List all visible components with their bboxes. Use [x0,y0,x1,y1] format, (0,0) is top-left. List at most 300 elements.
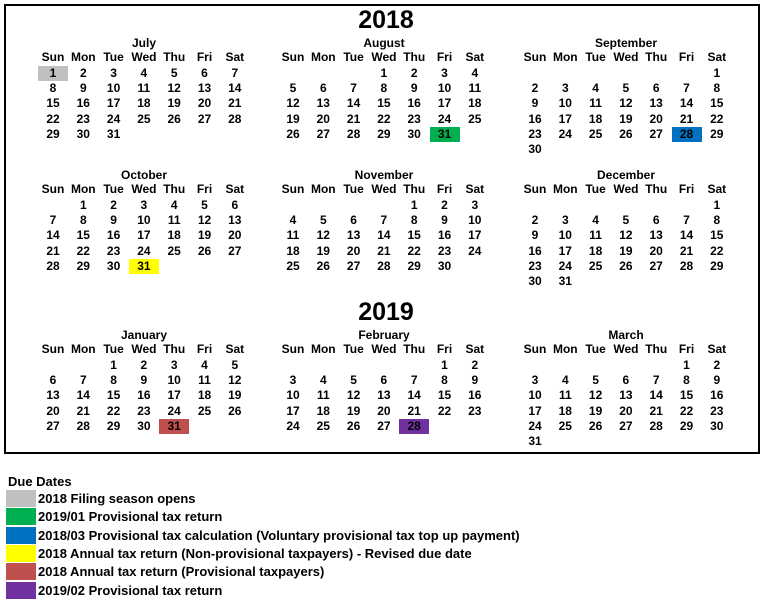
day-cell: 12 [619,228,633,243]
weekday-header: Thu [645,182,668,196]
legend-swatch [6,508,36,525]
day-cell: 20 [377,403,391,418]
day-cell: 5 [622,213,630,228]
weekday-header: Tue [585,182,606,196]
day-cell: 26 [286,126,300,141]
day-cell: 29 [710,126,724,141]
weekday-header: Wed [613,182,639,196]
day-cell: 13 [377,388,391,403]
day-cell: 24 [558,126,572,141]
month-name: December [596,168,656,182]
day-cell: 23 [468,403,482,418]
day-cell: 3 [471,198,479,212]
legend-item [6,582,606,599]
day-cell: 7 [350,81,357,96]
day-cell: 15 [437,388,452,403]
day-cell: 12 [316,228,330,243]
weekday-header: Sat [465,342,485,356]
day-cell: 7 [652,373,660,388]
day-cell: 26 [619,258,633,273]
month-name: February [358,328,410,342]
weekday-header: Wed [371,182,397,196]
day-cell: 17 [286,403,300,418]
day-cell: 20 [228,228,242,243]
day-cell: 17 [106,96,121,111]
day-cell: 10 [137,213,151,228]
day-cell: 3 [140,198,148,212]
day-cell: 11 [137,81,151,96]
day-cell: 8 [713,213,721,228]
weekday-header: Wed [131,182,157,196]
day-cell: 2 [531,81,539,96]
day-cell: 21 [76,403,90,418]
legend-item [6,563,606,580]
day-cell: 1 [110,358,117,372]
day-cell: 22 [76,243,90,258]
weekday-header: Sat [225,342,245,356]
day-cell: 26 [346,418,361,433]
weekday-header: Sat [707,50,727,64]
weekday-header: Thu [645,342,668,356]
day-cell: 30 [437,258,452,273]
day-cell: 7 [380,213,388,228]
weekday-header: Mon [70,50,96,64]
day-cell: 19 [286,111,300,126]
day-cell: 19 [228,388,242,403]
day-cell: 29 [46,126,60,141]
day-cell: 17 [558,111,572,126]
day-cell: 15 [710,96,724,111]
day-cell: 1 [410,198,418,212]
day-cell: 7 [79,373,87,388]
day-cell: 3 [110,66,117,80]
weekday-header: Tue [343,342,364,356]
day-cell: 23 [528,126,542,141]
day-cell: 12 [228,373,242,388]
day-cell: 31 [106,126,121,141]
day-cell: 13 [228,213,242,228]
weekday-header: Fri [436,50,453,64]
weekday-header: Wed [371,342,397,356]
day-cell: 17 [558,243,572,258]
day-cell: 31 [558,274,572,288]
day-cell: 24 [137,243,151,258]
day-cell: 1 [441,358,448,372]
day-cell: 6 [380,373,388,388]
weekday-header: Tue [343,50,364,64]
month-name: March [608,328,644,342]
day-cell: 27 [228,243,242,258]
weekday-header: Mon [70,342,96,356]
day-cell: 2 [140,358,148,372]
day-cell: 21 [407,403,421,418]
legend-swatch [6,527,36,544]
day-cell: 20 [197,96,212,111]
weekday-header: Mon [310,182,336,196]
day-cell: 24 [167,403,181,418]
legend-item [6,490,606,507]
day-cell: 29 [407,258,421,273]
legend-item [6,527,606,544]
day-cell: 22 [710,243,724,258]
day-cell: 14 [649,388,663,403]
day-cell: 25 [588,126,603,141]
day-cell: 19 [619,111,633,126]
weekday-header: Sun [41,342,65,356]
day-cell: 10 [437,81,452,96]
due-date-cell: 31 [129,259,159,274]
day-cell: 18 [558,403,572,418]
day-cell: 14 [377,228,391,243]
day-cell: 27 [316,126,330,141]
day-cell: 11 [198,373,211,388]
day-cell: 24 [106,111,121,126]
weekday-header: Wed [131,342,157,356]
day-cell: 22 [46,111,60,126]
day-cell: 27 [46,418,60,433]
day-cell: 18 [197,388,212,403]
day-cell: 14 [76,388,90,403]
day-cell: 27 [377,418,391,433]
day-cell: 17 [437,96,452,111]
day-cell: 24 [528,418,542,433]
day-cell: 14 [679,96,694,111]
day-cell: 20 [619,403,633,418]
day-cell: 2 [441,198,448,212]
day-cell: 22 [437,403,452,418]
year-heading: 2018 [358,6,414,34]
legend-label: 2018/03 Provisional tax calculation (Voluntary provisional tax top up payment) [38,527,520,543]
day-cell: 28 [649,418,663,433]
day-cell: 9 [410,81,418,96]
day-cell: 12 [619,96,633,111]
legend-title: Due Dates [8,474,72,489]
day-cell: 6 [231,198,239,212]
day-cell: 20 [316,111,330,126]
day-cell: 11 [558,388,572,403]
weekday-header: Mon [552,342,578,356]
day-cell: 17 [137,228,151,243]
day-cell: 17 [468,228,482,243]
day-cell: 15 [46,96,60,111]
legend-label: 2019/01 Provisional tax return [38,509,223,525]
day-cell: 8 [441,373,448,388]
day-cell: 11 [316,388,330,403]
day-cell: 15 [377,96,391,111]
day-cell: 4 [471,66,479,80]
day-cell: 9 [531,228,539,243]
day-cell: 27 [346,258,361,273]
month-name: October [120,168,167,182]
day-cell: 11 [468,81,482,96]
day-cell: 19 [619,243,633,258]
month-name: August [363,36,405,50]
day-cell: 13 [346,228,361,243]
day-cell: 6 [652,213,660,228]
day-cell: 14 [679,228,694,243]
day-cell: 9 [471,373,479,388]
day-cell: 31 [528,434,542,448]
day-cell: 14 [46,228,60,243]
weekday-header: Thu [163,182,186,196]
day-cell: 9 [531,96,539,111]
day-cell: 19 [316,243,330,258]
day-cell: 8 [380,81,388,96]
day-cell: 10 [167,373,181,388]
day-cell: 13 [619,388,633,403]
day-cell: 14 [407,388,421,403]
day-cell: 13 [649,228,663,243]
day-cell: 6 [622,373,630,388]
day-cell: 9 [140,373,148,388]
day-cell: 7 [683,81,690,96]
day-cell: 30 [710,418,724,433]
day-cell: 2 [79,66,87,80]
day-cell: 5 [289,81,297,96]
day-cell: 10 [468,213,482,228]
day-cell: 8 [713,81,721,96]
day-cell: 27 [619,418,633,433]
day-cell: 16 [137,388,151,403]
weekday-header: Sat [707,182,727,196]
weekday-header: Thu [403,50,426,64]
day-cell: 22 [407,243,421,258]
day-cell: 12 [286,96,300,111]
weekday-header: Fri [678,342,695,356]
day-cell: 23 [137,403,151,418]
due-date-cell: 1 [38,66,68,81]
day-cell: 16 [528,111,542,126]
day-cell: 10 [106,81,121,96]
day-cell: 25 [468,111,482,126]
weekday-header: Wed [613,342,639,356]
day-cell: 18 [588,243,603,258]
day-cell: 2 [471,358,479,372]
day-cell: 24 [437,111,452,126]
weekday-header: Mon [552,50,578,64]
day-cell: 9 [79,81,87,96]
day-cell: 19 [167,96,181,111]
day-cell: 15 [106,388,121,403]
day-cell: 23 [437,243,452,258]
day-cell: 16 [106,228,121,243]
due-date-cell: 31 [159,419,189,434]
weekday-header: Tue [103,182,124,196]
day-cell: 11 [167,213,181,228]
day-cell: 5 [350,373,357,388]
day-cell: 4 [140,66,148,80]
day-cell: 9 [110,213,117,228]
day-cell: 11 [589,96,602,111]
legend-label: 2018 Filing season opens [38,491,196,506]
day-cell: 13 [316,96,330,111]
day-cell: 13 [46,388,60,403]
due-date-cell: 28 [672,127,702,142]
day-cell: 30 [528,142,542,156]
day-cell: 12 [588,388,603,403]
day-cell: 22 [710,111,724,126]
day-cell: 25 [286,258,300,273]
weekday-header: Wed [131,50,157,64]
legend-swatch [6,490,36,507]
weekday-header: Fri [196,342,213,356]
day-cell: 3 [561,81,569,96]
day-cell: 22 [106,403,121,418]
day-cell: 16 [468,388,482,403]
weekday-header: Tue [103,50,124,64]
legend-label: 2019/02 Provisional tax return [38,582,223,598]
day-cell: 14 [228,81,242,96]
weekday-header: Wed [613,50,639,64]
day-cell: 20 [46,403,60,418]
day-cell: 26 [167,111,181,126]
day-cell: 21 [377,243,391,258]
month-name: July [131,36,156,50]
day-cell: 21 [46,243,60,258]
day-cell: 7 [683,213,690,228]
legend-swatch [6,545,36,562]
day-cell: 5 [170,66,178,80]
day-cell: 2 [713,358,721,372]
legend-label: 2018 Annual tax return (Provisional taxpayers) [38,564,325,580]
day-cell: 29 [76,258,90,273]
weekday-header: Sat [465,182,485,196]
day-cell: 8 [683,373,690,388]
day-cell: 30 [106,258,121,273]
day-cell: 1 [683,358,690,372]
month-name: November [354,168,414,182]
legend-item [6,545,606,562]
day-cell: 26 [588,418,603,433]
day-cell: 27 [197,111,212,126]
day-cell: 23 [76,111,90,126]
day-cell: 26 [619,126,633,141]
day-cell: 6 [49,373,57,388]
day-cell: 19 [197,228,212,243]
day-cell: 25 [588,258,603,273]
day-cell: 16 [76,96,90,111]
day-cell: 24 [558,258,572,273]
day-cell: 23 [710,403,724,418]
day-cell: 16 [437,228,452,243]
day-cell: 18 [316,403,330,418]
legend-label: 2018 Annual tax return (Non-provisional taxpayers) - Revised due date [38,545,472,561]
weekday-header: Mon [70,182,96,196]
day-cell: 16 [407,96,421,111]
day-cell: 29 [377,126,391,141]
day-cell: 25 [137,111,151,126]
day-cell: 3 [289,373,297,388]
weekday-header: Sun [281,182,305,196]
day-cell: 18 [468,96,482,111]
weekday-header: Tue [103,342,124,356]
day-cell: 10 [558,228,572,243]
day-cell: 25 [316,418,330,433]
day-cell: 6 [350,213,357,228]
day-cell: 27 [649,126,663,141]
day-cell: 15 [710,228,724,243]
day-cell: 15 [76,228,90,243]
weekday-header: Thu [645,50,668,64]
day-cell: 26 [197,243,212,258]
day-cell: 29 [710,258,724,273]
day-cell: 21 [346,111,361,126]
day-cell: 6 [201,66,208,80]
day-cell: 5 [592,373,599,388]
day-cell: 20 [649,243,663,258]
day-cell: 28 [46,258,60,273]
day-cell: 18 [167,228,181,243]
day-cell: 8 [79,213,87,228]
day-cell: 22 [679,403,694,418]
day-cell: 21 [679,243,694,258]
day-cell: 25 [167,243,181,258]
day-cell: 5 [622,81,630,96]
day-cell: 6 [319,81,327,96]
weekday-header: Thu [163,50,186,64]
weekday-header: Fri [678,182,695,196]
day-cell: 4 [592,213,599,228]
weekday-header: Thu [163,342,186,356]
day-cell: 3 [441,66,448,80]
day-cell: 18 [588,111,603,126]
weekday-header: Sun [41,50,65,64]
day-cell: 8 [410,213,418,228]
weekday-header: Sun [281,50,305,64]
day-cell: 1 [713,66,721,80]
day-cell: 6 [652,81,660,96]
day-cell: 3 [170,358,178,372]
legend-swatch [6,563,36,580]
day-cell: 23 [528,258,542,273]
day-cell: 3 [531,373,539,388]
month-name: September [594,36,658,50]
weekday-header: Mon [310,50,336,64]
weekday-header: Thu [403,342,426,356]
day-cell: 17 [167,388,181,403]
weekday-header: Mon [310,342,336,356]
weekday-header: Tue [343,182,364,196]
day-cell: 10 [286,388,300,403]
weekday-header: Sun [523,50,547,64]
day-cell: 7 [49,213,57,228]
day-cell: 5 [231,358,239,372]
day-cell: 30 [137,418,151,433]
day-cell: 12 [346,388,361,403]
day-cell: 1 [713,198,721,212]
day-cell: 10 [558,96,572,111]
legend-item [6,508,606,525]
day-cell: 8 [110,373,117,388]
weekday-header: Mon [552,182,578,196]
day-cell: 14 [346,96,361,111]
weekday-header: Fri [436,342,453,356]
day-cell: 13 [649,96,663,111]
day-cell: 23 [106,243,121,258]
day-cell: 10 [528,388,542,403]
weekday-header: Sun [281,342,305,356]
year-heading: 2019 [358,298,414,326]
day-cell: 28 [346,126,361,141]
day-cell: 4 [201,358,208,372]
weekday-header: Sat [465,50,485,64]
day-cell: 4 [319,373,327,388]
day-cell: 29 [106,418,121,433]
weekday-header: Thu [403,182,426,196]
day-cell: 24 [286,418,300,433]
day-cell: 18 [286,243,300,258]
day-cell: 26 [228,403,242,418]
